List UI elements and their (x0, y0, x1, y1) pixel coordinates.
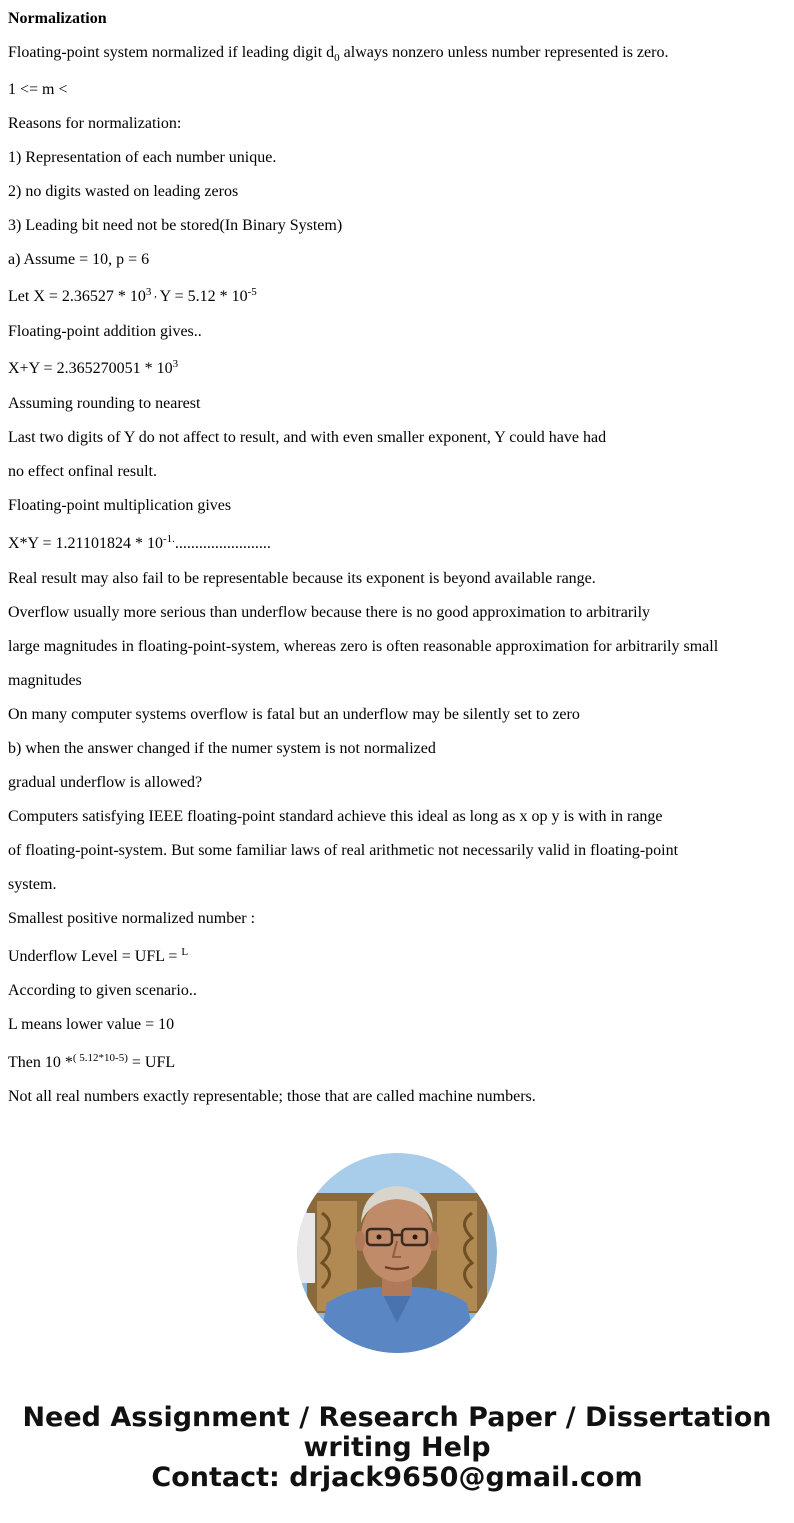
multiplication-result (8, 534, 271, 554)
smallest-normalized-title: Smallest positive normalized number : (8, 910, 256, 927)
section-heading: Normalization (8, 10, 107, 27)
y-value: Y = 5.12 * 10 (159, 288, 248, 305)
real-result-note: Real result may also fail to be representable because its exponent is beyond available range. (8, 570, 596, 587)
then-ufl-line (8, 1053, 175, 1073)
then-exponent: ( 5.12*10-5) (72, 1052, 128, 1064)
product-exponent: -1. (162, 533, 175, 545)
reasons-title: Reasons for normalization: (8, 115, 182, 132)
reason-3: 3) Leading bit need not be stored(In Binary System) (8, 217, 343, 234)
mantissa-range: 1 <= m < (8, 81, 68, 98)
subscript: 0 (334, 52, 340, 64)
l-means-line: L means lower value = 10 (8, 1016, 175, 1033)
part-b-line-1: b) when the answer changed if the numer system is not normalized (8, 740, 436, 757)
ufl-text: Underflow Level = UFL = (8, 948, 182, 965)
scenario-note: According to given scenario.. (8, 982, 197, 999)
sum-value: X+Y = 2.365270051 * 10 (8, 360, 173, 377)
x-value: Let X = 2.36527 * 10 (8, 288, 146, 305)
then-text-end: = UFL (127, 1054, 176, 1071)
ieee-line-1: Computers satisfying IEEE floating-point standard achieve this ideal as long as x op y is with in range (8, 808, 663, 825)
overflow-line-1: Overflow usually more serious than underflow because there is no good approximation to arbitrarily (8, 604, 651, 621)
multiplication-title: Floating-point multiplication gives (8, 497, 232, 514)
dotted-leader: ........................ (174, 535, 271, 552)
then-text: Then 10 * (8, 1054, 73, 1071)
last-two-digits-line-1: Last two digits of Y do not affect to result, and with even smaller exponent, Y could have had (8, 429, 607, 446)
reason-2: 2) no digits wasted on leading zeros (8, 183, 239, 200)
addition-title: Floating-point addition gives.. (8, 323, 202, 340)
contact-banner (0, 1403, 794, 1493)
rounding-note: Assuming rounding to nearest (8, 395, 201, 412)
banner-line-2: writing Help (303, 1432, 491, 1463)
definition-text: Floating-point system normalized if leading digit d (8, 44, 335, 61)
normalized-definition (8, 43, 668, 63)
overflow-line-2: large magnitudes in floating-point-system, whereas zero is often reasonable approximation for arbitrarily small (8, 638, 719, 655)
separator: , (151, 288, 160, 300)
machine-numbers-note: Not all real numbers exactly representable; those that are called machine numbers. (8, 1088, 536, 1105)
x-exponent: 3 (145, 286, 152, 298)
product-value: X*Y = 1.21101824 * 10 (8, 535, 163, 552)
let-x-y-line (8, 287, 257, 307)
underflow-level-line (8, 947, 188, 967)
addition-result (8, 359, 178, 379)
sum-exponent: 3 (172, 358, 179, 370)
author-avatar (297, 1153, 497, 1353)
ieee-line-3: system. (8, 876, 57, 893)
overflow-line-3: magnitudes (8, 672, 82, 689)
banner-line-1: Need Assignment / Research Paper / Dissertation (22, 1402, 772, 1433)
y-exponent: -5 (247, 286, 257, 298)
last-two-digits-line-2: no effect onfinal result. (8, 463, 157, 480)
banner-contact-email[interactable]: Contact: drjack9650@gmail.com (151, 1462, 643, 1493)
ieee-line-2: of floating-point-system. But some familiar laws of real arithmetic not necessarily valid in floating-point (8, 842, 679, 859)
reason-1: 1) Representation of each number unique. (8, 149, 277, 166)
definition-text-end: always nonzero unless number represented is zero. (339, 44, 669, 61)
part-b-line-2: gradual underflow is allowed? (8, 774, 203, 791)
avatar-photo (297, 1153, 497, 1353)
part-a-assumption: a) Assume = 10, p = 6 (8, 251, 150, 268)
ufl-exponent: L (181, 946, 189, 958)
fatal-overflow-note: On many computer systems overflow is fatal but an underflow may be silently set to zero (8, 706, 580, 723)
